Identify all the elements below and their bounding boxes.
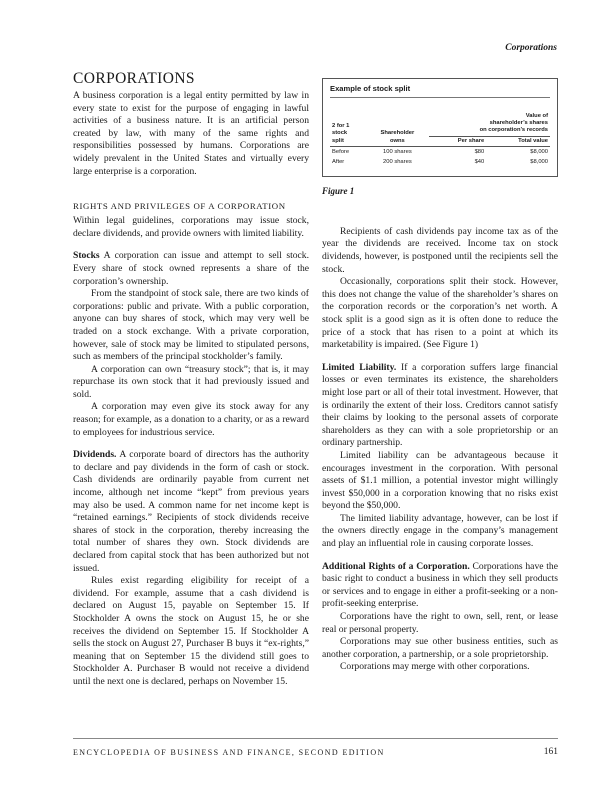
running-head: Corporations	[505, 43, 557, 53]
dividends-paragraph-2: Rules exist regarding eligibility for receipt of a dividend. For example, assume that a cash dividend is declared on August 15, payable on September 15. If Stockholder A owns the stock on August 15, he or she receives the dividend on September 15. If Stockholder A sells the stock on August 27, Purchaser B buys it “ex-rights,” meaning that on September 15 the dividend still goes to Stockholder A. Purchaser B would not receive a dividend until the next one is declared, perhaps on November 15.	[73, 575, 309, 687]
limited-liability-paragraph-2: Limited liability can be advantageous because it encourages investment in the corporation. With personal assets of $1.1 million, a potential investor might willingly invest $50,000 in a corporation knowing that no risks exist beyond the $50,000.	[322, 449, 558, 512]
additional-rights-paragraph-4: Corporations may merge with other corporations.	[340, 661, 530, 673]
figure-box	[322, 78, 558, 177]
header-per-share: Per share	[429, 136, 486, 146]
stocks-run-in-heading: Stocks	[73, 250, 100, 262]
stocks-text: A corporation can issue and attempt to sell stock. Every share of stock owned represents a share of the corporation’s ownership.	[73, 250, 309, 287]
header-owns: Shareholder owns	[366, 112, 429, 146]
additional-rights-paragraph-3: Corporations may sue other business entities, such as another corporation, a partnership, or a sole proprietorship.	[322, 636, 558, 660]
tax-paragraph: Recipients of cash dividends pay income tax as of the year the dividends are received. Income tax on stock dividends, however, is postponed until the recipients sell the stock.	[322, 225, 558, 275]
header-total-value: Total value	[486, 136, 550, 146]
limited-liability-run-in-heading: Limited Liability.	[322, 361, 397, 373]
row-owns: 200 shares	[383, 158, 412, 165]
additional-rights-paragraph	[322, 561, 558, 611]
right-text	[322, 226, 558, 674]
additional-rights-text: Corporations have the basic right to conduct a business in which they sell products or services and to engage in either a profit-seeking or a non-profit-seeking enterprise.	[322, 560, 558, 610]
row-label: Before	[332, 148, 350, 155]
figure-caption: Figure 1	[322, 185, 355, 196]
page-number: 161	[543, 747, 558, 757]
row-total: $8,000	[530, 148, 548, 155]
table-row	[330, 157, 550, 167]
row-per-share: $40	[474, 158, 485, 165]
footer-text: ENCYCLOPEDIA OF BUSINESS AND FINANCE, SECOND EDITION	[73, 748, 385, 757]
intro-paragraph: A business corporation is a legal entity permitted by law in every state to exist for the purpose of engaging in lawful activities of a business nature. It is an artificial person created by law, with many of the same rights and responsibilities possessed by humans. Corporations are widely prevalent in the United States and virtually every large enterprise is a corporation.	[73, 90, 309, 177]
figure-title: Example of stock split	[330, 84, 550, 98]
dividends-paragraph	[73, 449, 309, 575]
article-title: CORPORATIONS	[73, 70, 195, 87]
stocks-paragraph	[73, 250, 309, 288]
left-column	[73, 70, 309, 689]
row-total: $8,000	[530, 158, 548, 165]
limited-liability-text: If a corporation suffers large financial losses or even terminates its existence, the shareholders might lose part or all of their total investment. However, that is ordinarily the extent of their loss. Creditors cannot satisfy their claims by looking to the personal assets of corporate shareholders as they can with a sole proprietorship or an ordinary partnership.	[322, 361, 559, 449]
section-intro-paragraph: Within legal guidelines, corporations may issue stock, declare dividends, and provide owners with limited liability.	[73, 215, 309, 239]
right-column	[322, 78, 558, 674]
dividends-run-in-heading: Dividends.	[73, 449, 117, 461]
limited-liability-paragraph-3: The limited liability advantage, however, can be lost if the owners directly engage in the company’s management and play an influential role in causing corporate losses.	[322, 512, 558, 550]
section-heading: RIGHTS AND PRIVILEGES OF A CORPORATION	[73, 201, 286, 212]
limited-liability-paragraph	[322, 362, 558, 450]
header-value-group: Value of shareholder’s shares on corporation’s records	[429, 112, 550, 136]
stock-split-table	[330, 112, 550, 167]
header-split: 2 for 1 stock split	[330, 112, 366, 146]
additional-rights-paragraph-2: Corporations have the right to own, sell, rent, or lease real or personal property.	[322, 611, 558, 635]
dividends-text: A corporate board of directors has the authority to declare and pay dividends in the form of cash or stock. Cash dividends are ordinarily payable from current net income, although net income “kept” from previous years may also be used. A common name for net income kept is “retained earnings.” Recipients of stock dividends receive shares of stock in the corporation, thereby increasing the total number of shares they own. Stock dividends are declared from capital stock that has been authorized but not issued.	[73, 449, 310, 574]
additional-rights-run-in-heading: Additional Rights of a Corporation.	[322, 560, 470, 572]
footer-rule	[73, 738, 558, 739]
stock-split-paragraph: Occasionally, corporations split their stock. However, this does not change the value of the shareholder’s shares on the corporation records or the corporation’s net worth. A stock split is a good sign as it is often done to reduce the price of a stock that has risen to a point at which its marketability is impaired. (See Figure 1)	[322, 276, 558, 351]
table-row	[330, 146, 550, 157]
row-label: After	[332, 158, 345, 165]
stocks-paragraph-4: A corporation may even give its stock away for any reason; for example, as a donation to a charity, or as a reward to employees for industrious service.	[73, 401, 309, 438]
page-footer	[73, 748, 558, 757]
stocks-paragraph-2: From the standpoint of stock sale, there are two kinds of corporations: public and private. With a public corporation, anyone can buy shares of stock, which may very well be traded on a stock exchange. With a private corporation, however, sale of stock may be limited to stipulated persons, such as members of the principal stockholder’s family.	[73, 288, 309, 363]
row-per-share: $80	[474, 148, 485, 155]
row-owns: 100 shares	[383, 148, 412, 155]
stocks-paragraph-3: A corporation can own “treasury stock”; that is, it may repurchase its own stock that it had previously issued and sold.	[73, 363, 309, 400]
